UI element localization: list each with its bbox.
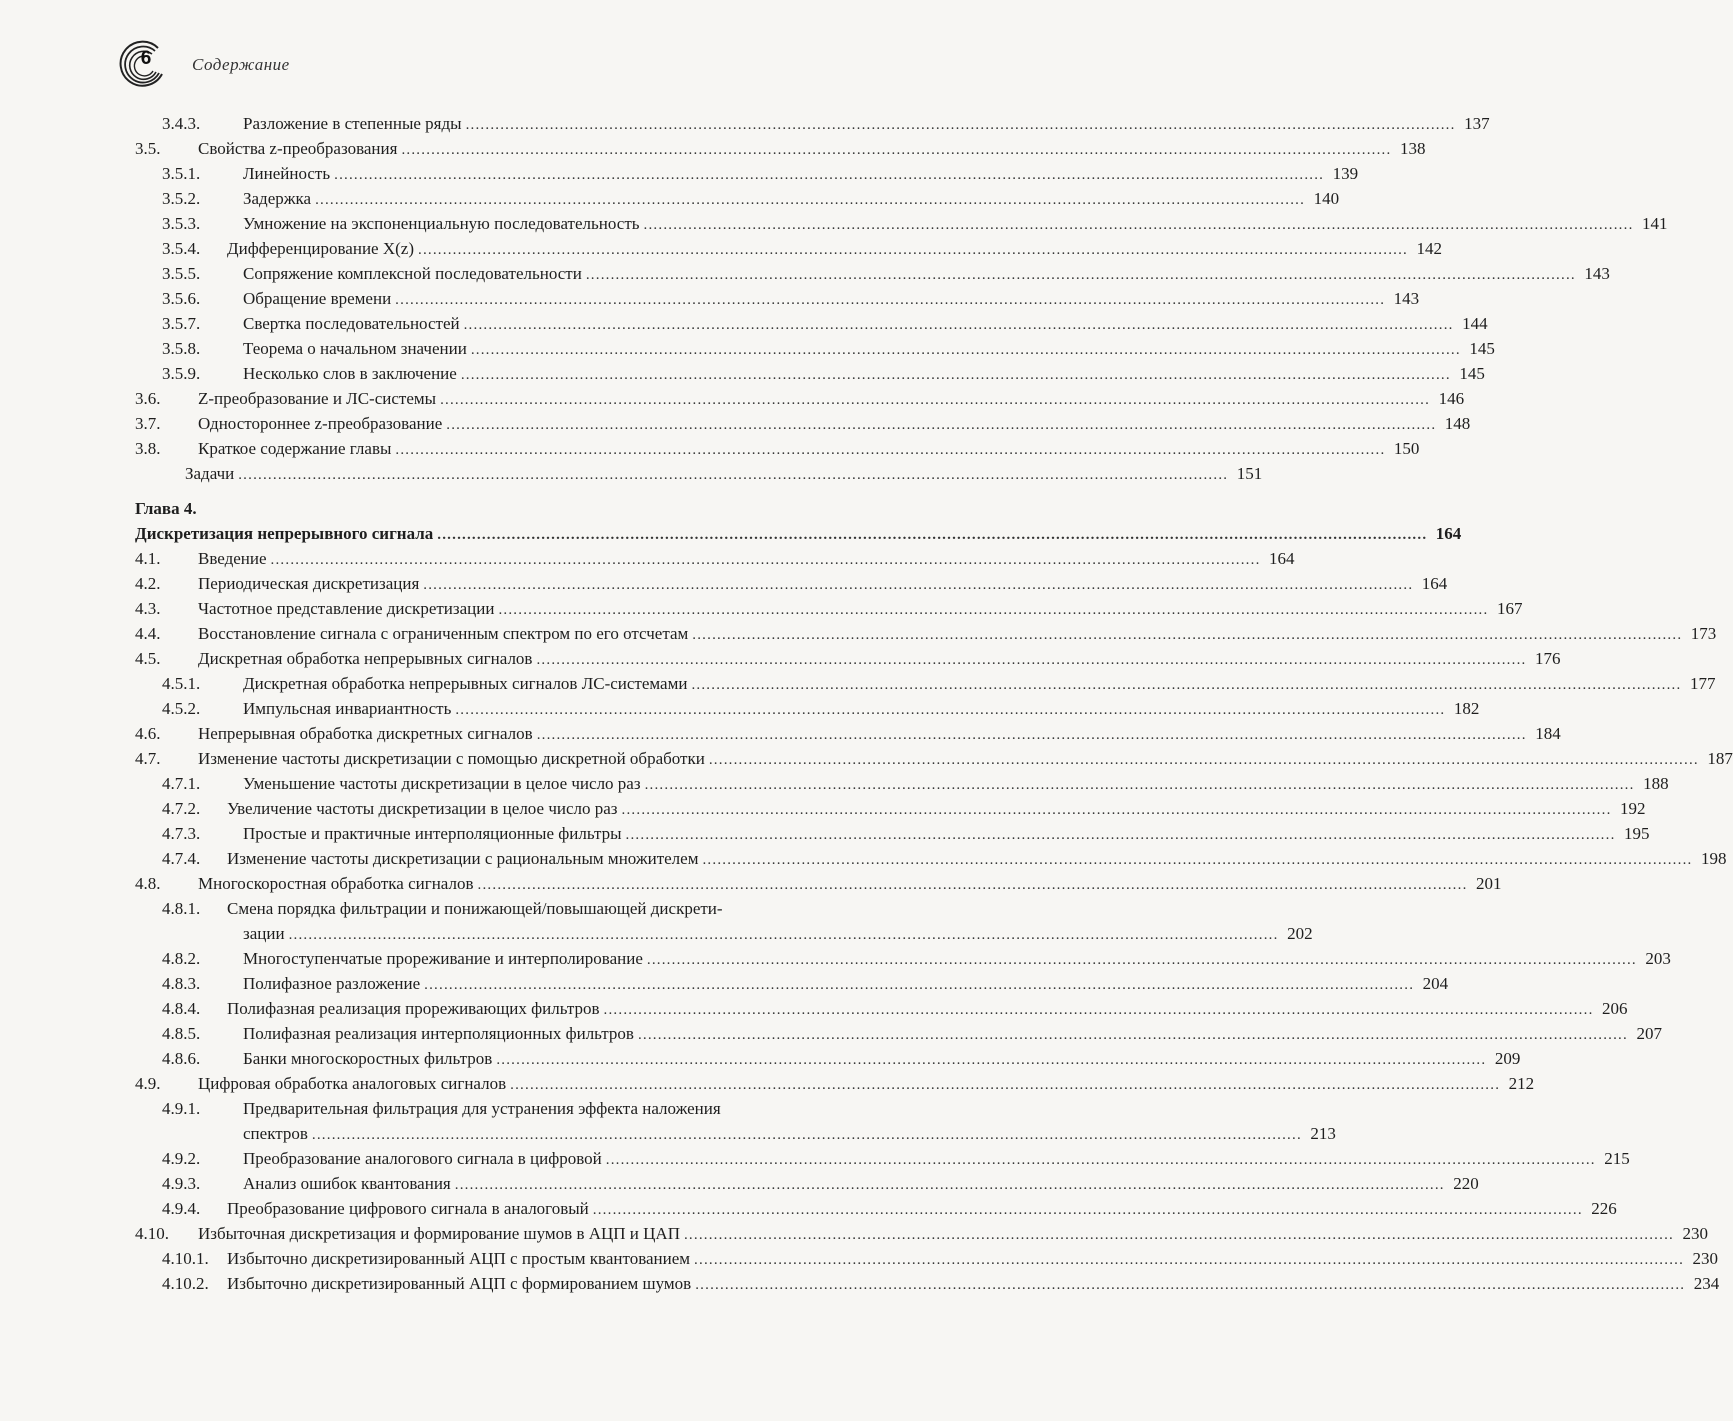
toc-entry-title: Полифазная реализация прореживающих фильтров — [227, 999, 600, 1018]
toc-entry-title: Периодическая дискретизация — [198, 574, 420, 593]
toc-entry-number: 4.8.2. — [162, 949, 201, 968]
toc-entry-title: Преобразование аналогового сигнала в цифровой — [243, 1149, 602, 1168]
toc-entry-title: Свойства z-преобразования — [198, 139, 398, 158]
toc-entry-page: 212 — [1508, 1074, 1535, 1093]
toc-entry-number: 4.9.2. — [162, 1149, 201, 1168]
toc-entry-page: 164 — [1269, 549, 1295, 568]
dot-leader: ........................................................................................................................................................................................................ — [625, 827, 1616, 843]
toc-entry-page: 195 — [1624, 824, 1650, 843]
toc-entry-page: 143 — [1584, 264, 1610, 283]
toc-entry-page: 207 — [1636, 1024, 1662, 1043]
toc-entry-title: Дифференцирование X(z) — [227, 239, 414, 258]
dot-leader: ........................................................................................................................................................................................................ — [423, 577, 1414, 593]
toc-entry-title: Импульсная инвариантность — [243, 699, 452, 718]
toc-entry[interactable] — [135, 1096, 918, 1121]
toc-entry-page: 187 — [1707, 749, 1733, 768]
toc-entry[interactable] — [135, 136, 1426, 161]
toc-entry[interactable] — [135, 1121, 1336, 1146]
toc-entry-title: Восстановление сигнала с ограниченным спектром по его отсчетам — [198, 624, 689, 643]
toc-entry[interactable] — [135, 1146, 1630, 1171]
toc-entry-title: Изменение частоты дискретизации с помощью дискретной обработки — [198, 749, 705, 768]
toc-entry-number: 4.5.2. — [162, 699, 201, 718]
toc-entry-number: 4.10.2. — [162, 1274, 209, 1293]
toc-entry-title: Одностороннее z-преобразование — [198, 414, 443, 433]
toc-entry-number: 4.6. — [135, 724, 161, 743]
dot-leader: ........................................................................................................................................................................................................ — [694, 1252, 1685, 1268]
toc-entry-page: 145 — [1459, 364, 1485, 383]
toc-entry[interactable] — [135, 236, 1442, 261]
toc-entry-number: 4.7.1. — [162, 774, 201, 793]
toc-entry-number: 4.7.3. — [162, 824, 201, 843]
toc-entry-page: 202 — [1287, 924, 1313, 943]
toc-entry-page: 148 — [1444, 414, 1471, 433]
toc-entry-page: 192 — [1620, 799, 1646, 818]
toc-entry-title: Частотное представление дискретизации — [198, 599, 495, 618]
toc-chapter-heading[interactable] — [135, 521, 1462, 546]
toc-entry-number: 4.8.3. — [162, 974, 201, 993]
toc-entry-number: 4.7.2. — [162, 799, 201, 818]
toc-entry-page: 209 — [1494, 1049, 1521, 1068]
dot-leader: ........................................................................................................................................................................................................ — [395, 292, 1386, 308]
toc-entry[interactable] — [135, 746, 1733, 771]
toc-entry[interactable] — [135, 336, 1495, 361]
toc-entry-number: 4.7.4. — [162, 849, 201, 868]
toc-entry-number: 3.7. — [135, 414, 161, 433]
toc-entry-number: 4.10. — [135, 1224, 169, 1243]
toc-entry-number: 3.5. — [135, 139, 161, 158]
toc-entry[interactable] — [135, 161, 1359, 186]
toc-entry[interactable] — [135, 571, 1448, 596]
toc-entry[interactable] — [135, 1221, 1708, 1246]
dot-leader: ........................................................................................................................................................................................................ — [643, 217, 1634, 233]
toc-entry-title: Банки многоскоростных фильтров — [243, 1049, 493, 1068]
toc-entry-page: 138 — [1399, 139, 1426, 158]
toc-entry[interactable] — [135, 1071, 1535, 1096]
toc-entry-page: 204 — [1422, 974, 1449, 993]
toc-entry-page: 173 — [1690, 624, 1717, 643]
dot-leader: ........................................................................................................................................................................................................ — [315, 192, 1306, 208]
dot-leader: ........................................................................................................................................................................................................ — [401, 142, 1392, 158]
toc-entry[interactable] — [135, 1196, 1617, 1221]
dot-leader: ........................................................................................................................................................................................................ — [496, 1052, 1487, 1068]
toc-entry-title: Простые и практичные интерполяционные фильтры — [243, 824, 622, 843]
toc-entry-number: 4.8. — [135, 874, 161, 893]
toc-chapter-heading[interactable] — [135, 496, 918, 521]
dot-leader: ........................................................................................................................................................................................................ — [683, 1227, 1674, 1243]
toc-entry-title: Уменьшение частоты дискретизации в целое число раз — [243, 774, 641, 793]
toc-entry[interactable] — [135, 261, 1610, 286]
dot-leader: ........................................................................................................................................................................................................ — [592, 1202, 1583, 1218]
table-of-contents — [135, 111, 1733, 1296]
toc-entry-number: 4.8.6. — [162, 1049, 201, 1068]
toc-entry[interactable] — [135, 596, 1523, 621]
toc-entry-title: Умножение на экспоненциальную последовательность — [243, 214, 640, 233]
toc-entry[interactable] — [135, 671, 1716, 696]
dot-leader: ........................................................................................................................................................................................................ — [465, 117, 1456, 133]
toc-entry-title: Дискретная обработка непрерывных сигналов ЛС-системами — [243, 674, 688, 693]
toc-entry-title: Z-преобразование и ЛС-системы — [198, 389, 437, 408]
toc-entry-title: Введение — [198, 549, 267, 568]
toc-entry-title: Краткое содержание главы — [198, 439, 392, 458]
toc-entry[interactable] — [135, 1021, 1662, 1046]
toc-entry-page: 198 — [1700, 849, 1727, 868]
page-header — [112, 36, 512, 92]
toc-entry-number: 4.5.1. — [162, 674, 201, 693]
toc-entry-number: 4.9.3. — [162, 1174, 201, 1193]
toc-entry-page: 201 — [1476, 874, 1502, 893]
toc-entry-number: 3.5.9. — [162, 364, 201, 383]
toc-entry[interactable] — [135, 411, 1471, 436]
toc-entry[interactable] — [135, 796, 1646, 821]
toc-entry-page: 145 — [1469, 339, 1495, 358]
toc-entry-page: 167 — [1496, 599, 1523, 618]
toc-entry-title: спектров — [243, 1124, 308, 1143]
toc-entry-number: 4.5. — [135, 649, 161, 668]
toc-entry-page: 177 — [1689, 674, 1716, 693]
spiral-logo-icon — [112, 36, 172, 92]
toc-entry[interactable] — [135, 1046, 1521, 1071]
toc-entry[interactable] — [135, 311, 1488, 336]
toc-entry-number: 3.5.3. — [162, 214, 201, 233]
toc-entry-page: 203 — [1645, 949, 1671, 968]
toc-entry-page: 234 — [1693, 1274, 1720, 1293]
dot-leader: ........................................................................................................................................................................................................ — [437, 527, 1428, 543]
toc-entry[interactable] — [135, 461, 1263, 486]
toc-entry-number: 3.5.6. — [162, 289, 201, 308]
toc-entry-page: 144 — [1462, 314, 1488, 333]
toc-entry-title: Преобразование цифрового сигнала в аналоговый — [227, 1199, 589, 1218]
dot-leader: ........................................................................................................................................................................................................ — [691, 677, 1682, 693]
dot-leader: ........................................................................................................................................................................................................ — [477, 877, 1468, 893]
toc-entry-title: Разложение в степенные ряды — [243, 114, 462, 133]
toc-entry-number: 4.3. — [135, 599, 161, 618]
toc-entry-title: Несколько слов в заключение — [243, 364, 457, 383]
toc-entry-page: 164 — [1435, 524, 1462, 543]
toc-entry[interactable] — [135, 846, 1727, 871]
dot-leader: ........................................................................................................................................................................................................ — [646, 952, 1637, 968]
dot-leader: ........................................................................................................................................................................................................ — [708, 752, 1699, 768]
toc-entry-title: Избыточно дискретизированный АЦП с простым квантованием — [227, 1249, 691, 1268]
toc-entry[interactable] — [135, 946, 1671, 971]
toc-entry-number: 4.10.1. — [162, 1249, 209, 1268]
toc-entry-page: 146 — [1438, 389, 1465, 408]
toc-entry-title: Смена порядка фильтрации и понижающей/повышающей дискрети- — [227, 899, 723, 918]
dot-leader: ........................................................................................................................................................................................................ — [334, 167, 1325, 183]
dot-leader: ........................................................................................................................................................................................................ — [446, 417, 1437, 433]
toc-entry[interactable] — [135, 361, 1485, 386]
toc-entry-number: 3.5.1. — [162, 164, 201, 183]
toc-entry-page: 230 — [1682, 1224, 1708, 1243]
toc-entry-number: 3.5.8. — [162, 339, 201, 358]
toc-entry-title: Сопряжение комплексной последовательности — [243, 264, 582, 283]
toc-entry-number: 3.5.4. — [162, 239, 201, 258]
dot-leader: ........................................................................................................................................................................................................ — [418, 242, 1408, 258]
toc-entry-page: 142 — [1416, 239, 1442, 258]
toc-entry-page: 206 — [1602, 999, 1628, 1018]
toc-entry-number: 4.8.4. — [162, 999, 201, 1018]
running-title: Содержание — [192, 55, 290, 74]
dot-leader: ........................................................................................................................................................................................................ — [455, 702, 1446, 718]
toc-entry-number: 3.4.3. — [162, 114, 201, 133]
toc-entry[interactable] — [135, 386, 1465, 411]
dot-leader: ........................................................................................................................................................................................................ — [463, 317, 1454, 333]
toc-entry-number: 4.9.4. — [162, 1199, 201, 1218]
dot-leader: ........................................................................................................................................................................................................ — [603, 1002, 1594, 1018]
toc-entry-title: Дискретная обработка непрерывных сигналов — [198, 649, 533, 668]
dot-leader: ........................................................................................................................................................................................................ — [644, 777, 1635, 793]
toc-entry-page: 137 — [1464, 114, 1490, 133]
toc-entry-title: Многоступенчатые прореживание и интерполирование — [243, 949, 643, 968]
toc-entry[interactable] — [135, 971, 1449, 996]
toc-entry-title: Многоскоростная обработка сигналов — [198, 874, 474, 893]
toc-entry[interactable] — [135, 621, 1717, 646]
dot-leader: ........................................................................................................................................................................................................ — [637, 1027, 1628, 1043]
toc-entry-title: Полифазная реализация интерполяционных фильтров — [243, 1024, 634, 1043]
toc-entry-page: 184 — [1535, 724, 1561, 743]
toc-entry[interactable] — [135, 896, 918, 921]
toc-entry-page: 188 — [1643, 774, 1669, 793]
toc-entry-title: Предварительная фильтрация для устранения эффекта наложения — [243, 1099, 721, 1118]
dot-leader: ........................................................................................................................................................................................................ — [536, 727, 1527, 743]
toc-entry[interactable] — [135, 286, 1420, 311]
toc-entry-number: 4.8.1. — [162, 899, 201, 918]
toc-entry-page: 182 — [1453, 699, 1480, 718]
toc-entry-title: Цифровая обработка аналоговых сигналов — [198, 1074, 507, 1093]
toc-entry[interactable] — [135, 871, 1502, 896]
dot-leader: ........................................................................................................................................................................................................ — [621, 802, 1612, 818]
toc-entry-number: 4.9.1. — [162, 1099, 201, 1118]
dot-leader: ........................................................................................................................................................................................................ — [585, 267, 1576, 283]
dot-leader: ........................................................................................................................................................................................................ — [460, 367, 1451, 383]
toc-entry[interactable] — [135, 436, 1420, 461]
toc-entry[interactable] — [135, 996, 1628, 1021]
toc-entry[interactable] — [135, 821, 1650, 846]
dot-leader: ........................................................................................................................................................................................................ — [702, 852, 1693, 868]
toc-entry-title: Непрерывная обработка дискретных сигналов — [198, 724, 533, 743]
dot-leader: ........................................................................................................................................................................................................ — [238, 467, 1229, 483]
dot-leader: ........................................................................................................................................................................................................ — [311, 1127, 1302, 1143]
toc-entry-page: 176 — [1534, 649, 1561, 668]
toc-entry-number: 3.8. — [135, 439, 161, 458]
toc-entry-page: 150 — [1393, 439, 1420, 458]
dot-leader: ........................................................................................................................................................................................................ — [395, 442, 1386, 458]
toc-entry-number: 3.6. — [135, 389, 161, 408]
toc-entry-title: Избыточно дискретизированный АЦП с формированием шумов — [227, 1274, 692, 1293]
toc-entry[interactable] — [135, 696, 1480, 721]
toc-entry[interactable] — [135, 1171, 1479, 1196]
toc-entry[interactable] — [135, 211, 1668, 236]
toc-entry[interactable] — [135, 186, 1340, 211]
dot-leader: ........................................................................................................................................................................................................ — [510, 1077, 1501, 1093]
toc-entry-number: 4.4. — [135, 624, 161, 643]
toc-entry[interactable] — [135, 1271, 1720, 1296]
dot-leader: ........................................................................................................................................................................................................ — [440, 392, 1431, 408]
toc-entry-title: Задачи — [185, 464, 235, 483]
toc-entry-page: 230 — [1692, 1249, 1719, 1268]
toc-entry-number: 4.9. — [135, 1074, 161, 1093]
toc-entry-title: Полифазное разложение — [243, 974, 421, 993]
toc-entry-number: 4.8.5. — [162, 1024, 201, 1043]
toc-entry-page: 140 — [1313, 189, 1340, 208]
dot-leader: ........................................................................................................................................................................................................ — [695, 1277, 1686, 1293]
dot-leader: ........................................................................................................................................................................................................ — [424, 977, 1415, 993]
toc-entry[interactable] — [135, 1246, 1719, 1271]
dot-leader: ........................................................................................................................................................................................................ — [498, 602, 1489, 618]
toc-entry-number: 4.2. — [135, 574, 161, 593]
toc-entry-page: 226 — [1591, 1199, 1617, 1218]
toc-entry-title: зации — [243, 924, 285, 943]
toc-entry-title: Дискретизация непрерывного сигнала — [135, 524, 434, 543]
toc-entry-title: Анализ ошибок квантования — [243, 1174, 451, 1193]
toc-entry-number: 3.5.5. — [162, 264, 201, 283]
toc-entry-title: Линейность — [243, 164, 331, 183]
toc-entry[interactable] — [135, 546, 1295, 571]
toc-entry-page: 215 — [1604, 1149, 1630, 1168]
dot-leader: ........................................................................................................................................................................................................ — [692, 627, 1683, 643]
toc-entry-page: 164 — [1421, 574, 1448, 593]
toc-entry-page: 213 — [1310, 1124, 1336, 1143]
toc-entry[interactable] — [135, 921, 1313, 946]
dot-leader: ........................................................................................................................................................................................................ — [270, 552, 1261, 568]
toc-entry-number: 4.7. — [135, 749, 161, 768]
dot-leader: ........................................................................................................................................................................................................ — [454, 1177, 1445, 1193]
toc-entry-page: 139 — [1332, 164, 1359, 183]
page-number: 6 — [140, 48, 152, 69]
toc-entry-title: Глава 4. — [135, 499, 197, 518]
toc-entry-number: 3.5.2. — [162, 189, 201, 208]
toc-entry[interactable] — [135, 771, 1669, 796]
toc-entry-page: 143 — [1393, 289, 1420, 308]
toc-entry-title: Избыточная дискретизация и формирование шумов в АЦП и ЦАП — [198, 1224, 680, 1243]
dot-leader: ........................................................................................................................................................................................................ — [536, 652, 1527, 668]
toc-entry-title: Свертка последовательностей — [243, 314, 460, 333]
dot-leader: ........................................................................................................................................................................................................ — [470, 342, 1461, 358]
toc-entry-number: 3.5.7. — [162, 314, 201, 333]
toc-entry[interactable] — [135, 111, 1490, 136]
dot-leader: ........................................................................................................................................................................................................ — [288, 927, 1279, 943]
toc-entry-title: Обращение времени — [243, 289, 392, 308]
toc-entry[interactable] — [135, 721, 1561, 746]
toc-entry-page: 151 — [1236, 464, 1263, 483]
toc-entry-page: 141 — [1642, 214, 1668, 233]
toc-entry-title: Теорема о начальном значении — [243, 339, 467, 358]
toc-entry[interactable] — [135, 646, 1561, 671]
dot-leader: ........................................................................................................................................................................................................ — [605, 1152, 1596, 1168]
toc-entry-title: Увеличение частоты дискретизации в целое число раз — [227, 799, 618, 818]
toc-entry-number: 4.1. — [135, 549, 161, 568]
toc-entry-title: Задержка — [243, 189, 312, 208]
toc-entry-page: 220 — [1453, 1174, 1479, 1193]
toc-entry-title: Изменение частоты дискретизации с рациональным множителем — [227, 849, 699, 868]
